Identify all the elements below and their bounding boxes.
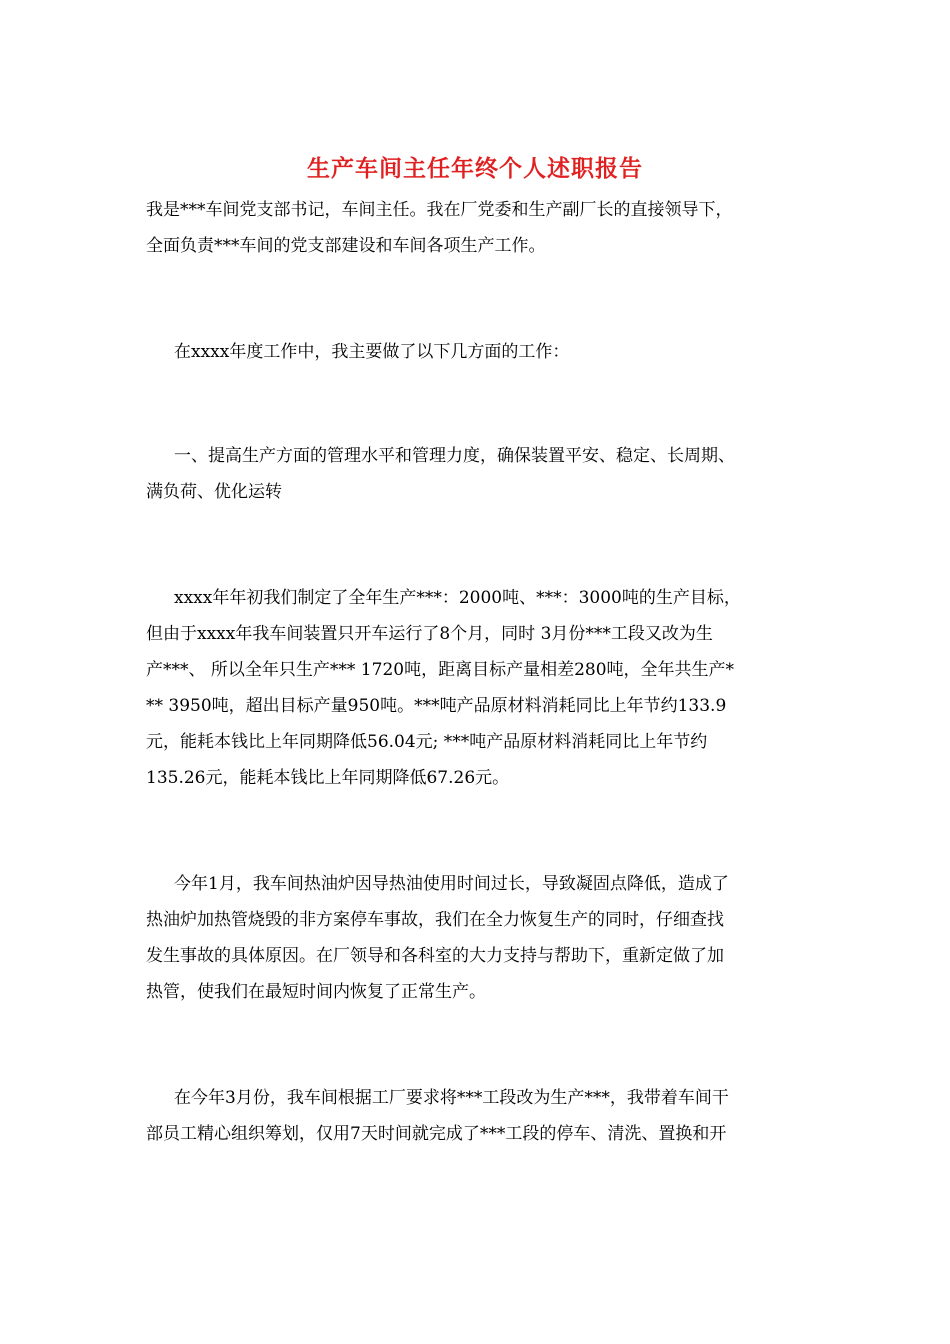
paragraph-line: 135.26元，能耗本钱比上年同期降低67.26元。 [146,768,510,788]
paragraph-line: xxxx年年初我们制定了全年生产***：2000吨、***：3000吨的生产目标， [174,588,741,608]
section-heading-line: 一、提高生产方面的管理水平和管理力度，确保装置平安、稳定、长周期、 [174,446,735,466]
paragraph-line: 在今年3月份，我车间根据工厂要求将***工段改为生产***，我带着车间干 [174,1088,729,1108]
paragraph-line: 发生事故的具体原因。在厂领导和各科室的大力支持与帮助下，重新定做了加 [146,946,724,966]
paragraph-line: 但由于xxxx年我车间装置只开车运行了8个月，同时 3月份***工段又改为生 [146,624,713,644]
paragraph-line: 热油炉加热管烧毁的非方案停车事故，我们在全力恢复生产的同时，仔细查找 [146,910,724,930]
section-heading-line: 满负荷、优化运转 [146,482,282,502]
paragraph-line: 我是***车间党支部书记，车间主任。我在厂党委和生产副厂长的直接领导下， [146,200,733,220]
document-title: 生产车间主任年终个人述职报告 [307,156,643,182]
paragraph-line: 产***、 所以全年只生产*** 1720吨，距离目标产量相差280吨，全年共生产* [146,660,735,680]
paragraph-line: 在xxxx年度工作中，我主要做了以下几方面的工作： [174,342,570,362]
paragraph-line: 元，能耗本钱比上年同期降低56.04元; ***吨产品原材料消耗同比上年节约 [146,732,708,752]
paragraph-line: 部员工精心组织筹划，仅用7天时间就完成了***工段的停车、清洗、置换和开 [146,1124,727,1144]
paragraph-line: 全面负责***车间的党支部建设和车间各项生产工作。 [146,236,546,256]
paragraph-line: 热管，使我们在最短时间内恢复了正常生产。 [146,982,486,1002]
paragraph-line: ** 3950吨，超出目标产量950吨。***吨产品原材料消耗同比上年节约133.9 [146,696,727,716]
paragraph-line: 今年1月，我车间热油炉因导热油使用时间过长，导致凝固点降低，造成了 [174,874,729,894]
